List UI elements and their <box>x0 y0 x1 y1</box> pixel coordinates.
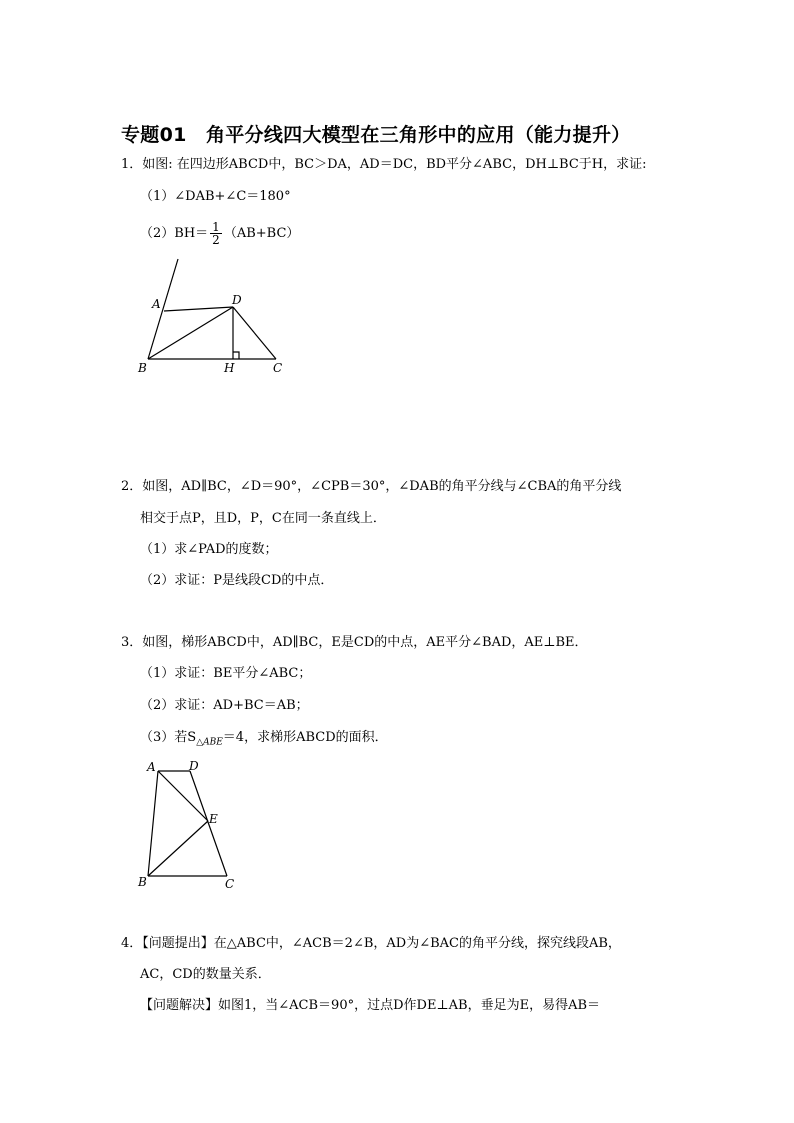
problem-3-part-2: （2）求证：AD+BC＝AB； <box>140 698 309 713</box>
problem-3-part-3 <box>140 729 388 752</box>
figure-1-label-d: D <box>232 293 242 307</box>
figure-1-label-b: B <box>138 361 147 375</box>
problem-3-part-3-tail: ＝4，求梯形ABCD的面积． <box>222 730 388 745</box>
figure-3-label-d: D <box>189 759 199 773</box>
problem-2-part-2: （2）求证：P是线段CD的中点． <box>140 573 334 588</box>
figure-1-label-a: A <box>152 297 161 311</box>
problem-1-part-2-text: （2）BH＝ <box>140 226 209 241</box>
problem-2-statement: 2．如图，AD∥BC，∠D＝90°，∠CPB＝30°，∠DAB的角平分线与∠CBA的角平分线 <box>121 479 622 494</box>
problem-3-statement: 3．如图，梯形ABCD中，AD∥BC，E是CD的中点，AE平分∠BAD，AE⊥BE． <box>121 635 588 650</box>
problem-3-part-1: （1）求证：BE平分∠ABC； <box>140 666 312 681</box>
problem-1-figure <box>130 252 300 377</box>
area-symbol: （3）若S <box>140 730 197 745</box>
area-subscript: △ABE <box>196 737 223 748</box>
problem-1-part-1: （1）∠DAB+∠C＝180° <box>140 189 291 204</box>
problem-1-statement: 1．如图: 在四边形ABCD中，BC＞DA，AD＝DC，BD平分∠ABC，DH⊥BC于H，求证: <box>121 157 647 172</box>
problem-1-part-2-tail: （AB+BC） <box>223 226 300 241</box>
problem-2-statement-cont: 相交于点P，且D，P，C在同一条直线上． <box>140 511 386 526</box>
problem-4-solution: 【问题解决】如图1，当∠ACB＝90°，过点D作DE⊥AB，垂足为E，易得AB＝ <box>140 998 601 1013</box>
figure-3-label-a: A <box>147 760 156 774</box>
fraction-one-half: $\frac{1}{2}$ <box>212 220 220 247</box>
problem-1-part-2 <box>140 221 299 246</box>
problem-2-part-1: （1）求∠PAD的度数； <box>140 542 278 557</box>
figure-3-label-e: E <box>209 812 218 826</box>
figure-1-label-c: C <box>273 361 283 375</box>
figure-1-label-h: H <box>224 361 235 375</box>
figure-3-label-b: B <box>138 875 147 889</box>
figure-3-label-c: C <box>225 877 235 891</box>
problem-4-statement-cont: AC，CD的数量关系． <box>140 967 271 982</box>
problem-4-statement: 4．【问题提出】在△ABC中，∠ACB＝2∠B，AD为∠BAC的角平分线，探究线段AB， <box>121 936 621 951</box>
page-title: 专题01 角平分线四大模型在三角形中的应用（能力提升） <box>121 124 631 146</box>
problem-3-figure <box>130 755 250 895</box>
